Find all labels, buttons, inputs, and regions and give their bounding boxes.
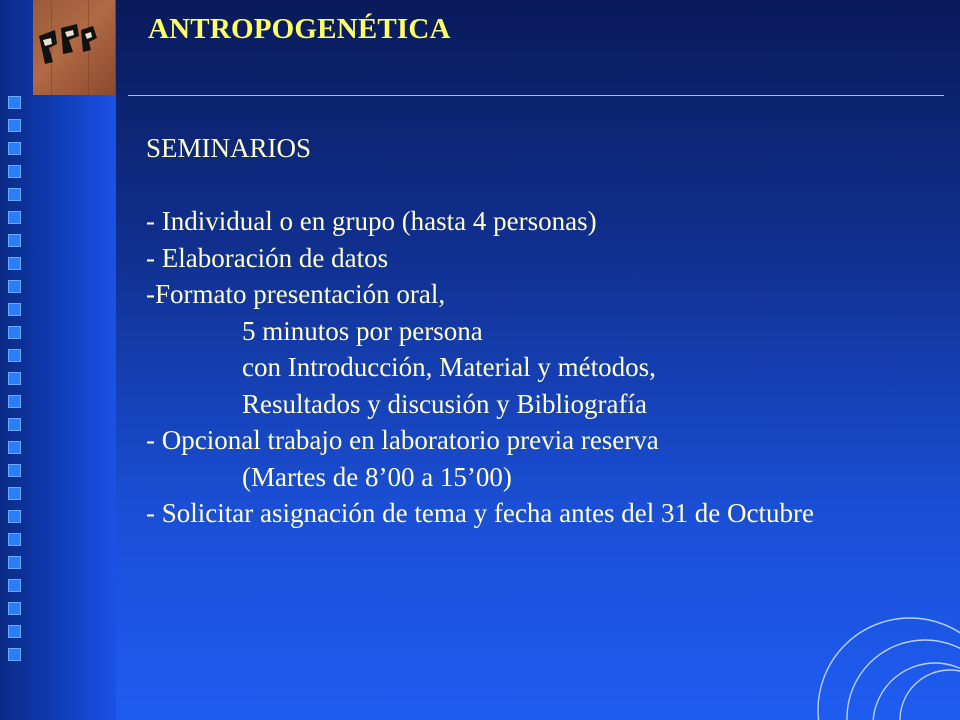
section-heading: SEMINARIOS bbox=[146, 133, 312, 163]
bullet-line: - Solicitar asignación de tema y fecha antes del 31 de Octubre bbox=[146, 498, 814, 528]
title-divider bbox=[128, 95, 944, 96]
bullet-line: - Elaboración de datos bbox=[146, 242, 389, 273]
sub-line: 5 minutos por persona bbox=[242, 315, 483, 346]
university-logo-icon bbox=[33, 0, 115, 95]
slide-body bbox=[146, 130, 946, 532]
bullet-line: - Opcional trabajo en laboratorio previa reserva bbox=[146, 425, 659, 455]
sidebar-decoration bbox=[0, 0, 116, 720]
bullet-line: -Formato presentación oral, bbox=[146, 279, 446, 309]
concentric-arcs-icon bbox=[760, 600, 960, 720]
bullet-line: - Individual o en grupo (hasta 4 personas) bbox=[146, 206, 597, 236]
spacer bbox=[146, 167, 946, 204]
sub-line: con Introducción, Material y métodos, bbox=[242, 352, 656, 382]
slide-title: ANTROPOGENÉTICA bbox=[148, 13, 451, 45]
square-column-decoration bbox=[8, 96, 24, 671]
sub-line: (Martes de 8’00 a 15’00) bbox=[242, 461, 512, 492]
sub-line: Resultados y discusión y Bibliografía bbox=[242, 388, 647, 419]
